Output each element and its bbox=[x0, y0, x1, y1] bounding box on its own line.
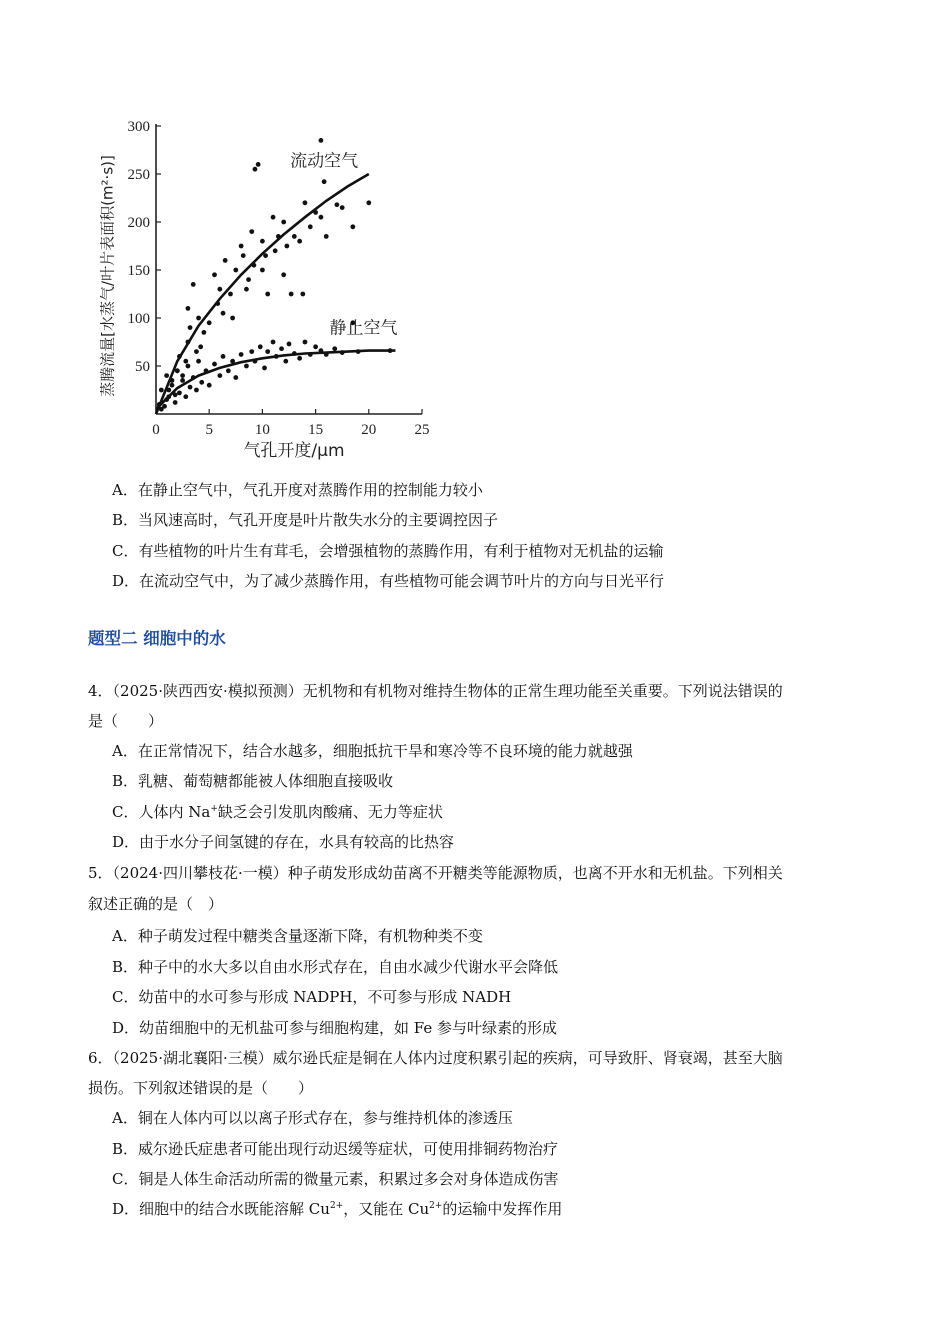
q6-option-c: C．铜是人体生命活动所需的微量元素，积累过多会对身体造成伤害 bbox=[112, 1170, 559, 1188]
data-point bbox=[233, 375, 238, 380]
data-point bbox=[303, 340, 308, 345]
x-tick-label: 5 bbox=[205, 422, 213, 438]
q4-option-c bbox=[112, 802, 443, 822]
data-point bbox=[284, 244, 289, 249]
data-point bbox=[188, 385, 193, 390]
data-point bbox=[207, 383, 212, 388]
data-point bbox=[340, 205, 345, 210]
q5-stem-line2: 叙述正确的是（ ） bbox=[88, 895, 224, 913]
q4-option-d: D．由于水分子间氢键的存在，水具有较高的比热容 bbox=[112, 833, 455, 851]
data-point bbox=[191, 282, 196, 287]
data-point bbox=[188, 325, 193, 330]
q6-option-a: A．铜在人体内可以以离子形式存在，参与维持机体的渗透压 bbox=[112, 1109, 513, 1127]
data-point bbox=[239, 244, 244, 249]
superscript: + bbox=[210, 804, 218, 814]
q3-option-a bbox=[112, 480, 483, 500]
q3-option-d bbox=[112, 571, 664, 591]
data-point bbox=[258, 344, 263, 349]
y-tick-label: 150 bbox=[127, 263, 150, 279]
data-point bbox=[217, 373, 222, 378]
data-point bbox=[334, 202, 339, 207]
q4-stem-line1: 4．（2025·陕西西安·模拟预测）无机物和有机物对维持生物体的正常生理功能至关重要。下列说法错误的 bbox=[88, 682, 783, 700]
data-point bbox=[183, 359, 188, 364]
data-point bbox=[226, 368, 231, 373]
option-text: 在流动空气中，为了减少蒸腾作用，有些植物可能会调节叶片的方向与日光平行 bbox=[139, 572, 665, 590]
data-point bbox=[246, 277, 251, 282]
data-point bbox=[162, 404, 167, 409]
data-point bbox=[319, 138, 324, 143]
data-point bbox=[289, 292, 294, 297]
option-text: 缺乏会引发肌肉酸痛、无力等症状 bbox=[217, 803, 443, 821]
superscript: 2+ bbox=[329, 1201, 344, 1211]
data-point bbox=[253, 167, 258, 172]
y-tick-label: 50 bbox=[135, 359, 150, 375]
data-point bbox=[271, 215, 276, 220]
q4-stem-line2: 是（ ） bbox=[88, 712, 164, 730]
q5-option-c: C．幼苗中的水可参与形成 NADPH，不可参与形成 NADH bbox=[112, 988, 512, 1006]
option-text: ，又能在 Cu bbox=[343, 1200, 430, 1218]
transpiration-chart bbox=[82, 108, 462, 468]
data-point bbox=[212, 272, 217, 277]
q6-option-d bbox=[112, 1199, 562, 1219]
data-point bbox=[212, 362, 217, 367]
data-point bbox=[273, 248, 278, 253]
x-tick-label: 0 bbox=[152, 422, 160, 438]
data-point bbox=[292, 234, 297, 239]
data-point bbox=[265, 349, 270, 354]
data-point bbox=[196, 316, 201, 321]
option-text: 在静止空气中，气孔开度对蒸腾作用的控制能力较小 bbox=[137, 481, 483, 499]
data-point bbox=[186, 306, 191, 311]
data-point bbox=[324, 234, 329, 239]
x-tick-label: 20 bbox=[361, 422, 377, 438]
option-text: C．人体内 Na bbox=[112, 803, 211, 821]
data-point bbox=[159, 388, 164, 393]
data-point bbox=[313, 344, 318, 349]
data-point bbox=[303, 200, 308, 205]
data-point bbox=[223, 258, 228, 263]
data-point bbox=[262, 366, 267, 371]
data-point bbox=[196, 359, 201, 364]
data-point bbox=[256, 162, 261, 167]
data-point bbox=[198, 344, 203, 349]
data-point bbox=[173, 400, 178, 405]
q5-option-a: A．种子萌发过程中糖类含量逐渐下降，有机物种类不变 bbox=[112, 927, 483, 945]
data-point bbox=[241, 253, 246, 258]
y-axis-label: 蒸腾流量[水蒸气/叶片表面积(m²·s)] bbox=[98, 155, 117, 397]
q6-option-b: B．威尔逊氏症患者可能出现行动迟缓等症状，可使用排铜药物治疗 bbox=[112, 1140, 559, 1158]
data-point bbox=[249, 349, 254, 354]
option-text: 有些植物的叶片生有茸毛，会增强植物的蒸腾作用，有利于植物对无机盐的运输 bbox=[138, 542, 664, 560]
option-letter: A． bbox=[112, 481, 138, 499]
data-point bbox=[271, 340, 276, 345]
data-point bbox=[201, 330, 206, 335]
option-letter: B． bbox=[112, 511, 139, 529]
q3-option-b bbox=[112, 510, 498, 530]
data-point bbox=[283, 359, 288, 364]
option-text: 的运输中发挥作用 bbox=[442, 1200, 563, 1218]
data-point bbox=[350, 224, 355, 229]
data-point bbox=[244, 287, 249, 292]
q4-option-b: B．乳糖、葡萄糖都能被人体细胞直接吸收 bbox=[112, 772, 394, 790]
data-point bbox=[281, 272, 286, 277]
q3-option-c bbox=[112, 541, 664, 561]
data-point bbox=[228, 292, 233, 297]
data-point bbox=[260, 268, 265, 273]
data-point bbox=[221, 311, 226, 316]
plot-area bbox=[128, 119, 430, 438]
y-tick-label: 100 bbox=[127, 311, 150, 327]
q5-stem-line1: 5．（2024·四川攀枝花·一模）种子萌发形成幼苗离不开糖类等能源物质，也离不开水和无机盐。下列相关 bbox=[88, 864, 783, 882]
y-tick-label: 250 bbox=[127, 167, 150, 183]
series-label: 流动空气 bbox=[290, 151, 359, 172]
x-tick-label: 25 bbox=[414, 422, 430, 438]
q5-option-b: B．种子中的水大多以自由水形式存在，自由水减少代谢水平会降低 bbox=[112, 958, 559, 976]
data-point bbox=[199, 380, 204, 385]
data-point bbox=[164, 373, 169, 378]
superscript: 2+ bbox=[429, 1201, 443, 1211]
data-point bbox=[260, 239, 265, 244]
data-point bbox=[300, 292, 305, 297]
y-tick-label: 200 bbox=[127, 215, 150, 231]
section-heading: 题型二 细胞中的水 bbox=[88, 629, 226, 648]
data-point bbox=[207, 320, 212, 325]
option-letter: D． bbox=[112, 572, 140, 590]
fit-curve bbox=[156, 174, 369, 414]
data-point bbox=[319, 215, 324, 220]
data-point bbox=[194, 388, 199, 393]
y-axis-label-group bbox=[99, 155, 117, 397]
data-point bbox=[279, 346, 284, 351]
data-point bbox=[175, 368, 180, 373]
data-point bbox=[217, 287, 222, 292]
data-point bbox=[170, 383, 175, 388]
data-point bbox=[221, 354, 226, 359]
data-point bbox=[194, 349, 199, 354]
data-point bbox=[183, 394, 188, 399]
data-point bbox=[239, 352, 244, 357]
fit-curve bbox=[156, 351, 395, 410]
x-tick-label: 10 bbox=[254, 422, 270, 438]
data-point bbox=[244, 364, 249, 369]
option-text: D．细胞中的结合水既能溶解 Cu bbox=[112, 1200, 330, 1218]
data-point bbox=[177, 390, 182, 395]
data-point bbox=[297, 239, 302, 244]
q4-option-a: A．在正常情况下，结合水越多，细胞抵抗干旱和寒冷等不良环境的能力就越强 bbox=[112, 742, 633, 760]
data-point bbox=[297, 356, 302, 361]
x-tick-label: 15 bbox=[308, 422, 324, 438]
data-point bbox=[322, 179, 327, 184]
q6-stem-line2: 损伤。下列叙述错误的是（ ） bbox=[88, 1079, 314, 1097]
data-point bbox=[265, 292, 270, 297]
data-point bbox=[281, 220, 286, 225]
data-point bbox=[186, 364, 191, 369]
option-text: 当风速高时，气孔开度是叶片散失水分的主要调控因子 bbox=[138, 511, 499, 529]
option-letter: C． bbox=[112, 542, 139, 560]
data-point bbox=[230, 316, 235, 321]
q5-option-d: D．幼苗细胞中的无机盐可参与细胞构建，如 Fe 参与叶绿素的形成 bbox=[112, 1019, 558, 1037]
y-tick-label: 300 bbox=[127, 119, 150, 135]
data-point bbox=[366, 200, 371, 205]
series-label: 静止空气 bbox=[329, 318, 398, 339]
x-axis-label: 气孔开度/μm bbox=[243, 441, 345, 461]
data-point bbox=[308, 224, 313, 229]
data-point bbox=[233, 268, 238, 273]
data-point bbox=[287, 342, 292, 347]
q6-stem-line1: 6．（2025·湖北襄阳·三模）威尔逊氏症是铜在人体内过度积累引起的疾病，可导致肝、肾衰竭，甚至大脑 bbox=[88, 1049, 783, 1067]
data-point bbox=[249, 229, 254, 234]
data-point bbox=[332, 346, 337, 351]
data-point bbox=[180, 373, 185, 378]
data-point bbox=[180, 378, 185, 383]
